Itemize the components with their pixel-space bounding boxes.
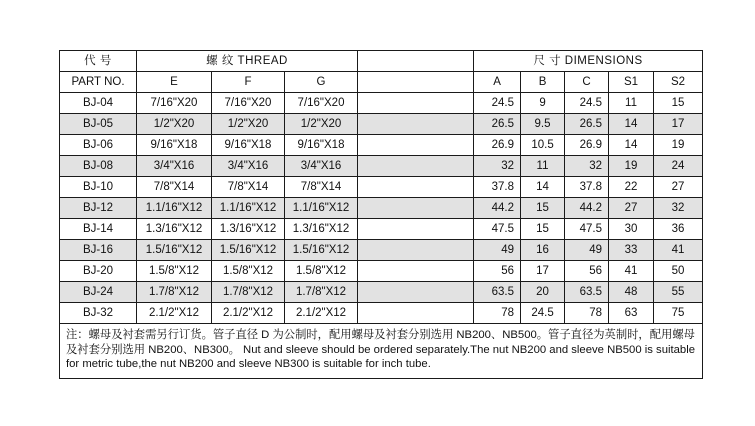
cell-dim-a: 63.5 (474, 282, 521, 303)
cell-thread-e: 9/16"X18 (137, 135, 212, 156)
cell-blank (358, 282, 474, 303)
cell-dim-b: 16 (521, 240, 565, 261)
cell-dim-s1: 22 (609, 177, 654, 198)
cell-thread-g: 2.1/2"X12 (285, 303, 358, 324)
cell-thread-g: 1.3/16"X12 (285, 219, 358, 240)
table-row (60, 156, 703, 177)
cell-thread-f: 1/2"X20 (212, 114, 285, 135)
cell-thread-g: 1.1/16"X12 (285, 198, 358, 219)
cell-dim-s2: 36 (654, 219, 703, 240)
note-row (60, 324, 703, 379)
cell-blank (358, 261, 474, 282)
cell-dim-b: 9.5 (521, 114, 565, 135)
header-dimensions: 尺 寸 DIMENSIONS (474, 51, 703, 72)
cell-thread-g: 1.7/8"X12 (285, 282, 358, 303)
cell-blank (358, 156, 474, 177)
cell-thread-e: 1.1/16"X12 (137, 198, 212, 219)
cell-thread-f: 1.1/16"X12 (212, 198, 285, 219)
cell-thread-f: 3/4"X16 (212, 156, 285, 177)
cell-thread-e: 1/2"X20 (137, 114, 212, 135)
cell-blank (358, 198, 474, 219)
cell-part-no: BJ-20 (60, 261, 137, 282)
cell-thread-e: 7/16"X20 (137, 93, 212, 114)
cell-dim-s2: 41 (654, 240, 703, 261)
header-col-s1: S1 (609, 72, 654, 93)
cell-dim-s1: 41 (609, 261, 654, 282)
cell-blank (358, 93, 474, 114)
cell-blank (358, 240, 474, 261)
table-row (60, 219, 703, 240)
cell-dim-s2: 17 (654, 114, 703, 135)
header-col-a: A (474, 72, 521, 93)
cell-dim-a: 26.5 (474, 114, 521, 135)
cell-thread-g: 7/16"X20 (285, 93, 358, 114)
header-col-s2: S2 (654, 72, 703, 93)
header-col-b: B (521, 72, 565, 93)
cell-dim-a: 32 (474, 156, 521, 177)
cell-thread-g: 1.5/16"X12 (285, 240, 358, 261)
cell-thread-f: 1.5/16"X12 (212, 240, 285, 261)
table-row (60, 303, 703, 324)
cell-blank (358, 177, 474, 198)
ordering-note: 注：螺母及衬套需另行订货。管子直径 D 为公制时，配用螺母及衬套分别选用 NB200、NB500。管子直径为英制时，配用螺母及衬套分别选用 NB200、NB300。 Nut and sleeve should be ordered separately.The nut NB200 and sleeve NB500 is suitable for metric tube,the nut NB200 and sleeve NB300 is suitable for inch tube. (60, 324, 703, 379)
cell-part-no: BJ-06 (60, 135, 137, 156)
cell-blank (358, 303, 474, 324)
cell-dim-c: 47.5 (565, 219, 609, 240)
cell-dim-s1: 30 (609, 219, 654, 240)
header-col-f: F (212, 72, 285, 93)
cell-blank (358, 219, 474, 240)
header-daihao: 代 号 (60, 51, 137, 72)
cell-thread-g: 3/4"X16 (285, 156, 358, 177)
cell-thread-e: 7/8"X14 (137, 177, 212, 198)
cell-thread-f: 2.1/2"X12 (212, 303, 285, 324)
cell-thread-f: 7/16"X20 (212, 93, 285, 114)
cell-dim-c: 49 (565, 240, 609, 261)
cell-part-no: BJ-12 (60, 198, 137, 219)
cell-thread-e: 3/4"X16 (137, 156, 212, 177)
cell-part-no: BJ-10 (60, 177, 137, 198)
table-row (60, 282, 703, 303)
header-row-sub (60, 72, 703, 93)
cell-dim-s1: 27 (609, 198, 654, 219)
cell-dim-s2: 27 (654, 177, 703, 198)
cell-dim-a: 47.5 (474, 219, 521, 240)
header-blank-cell (358, 72, 474, 93)
cell-dim-a: 37.8 (474, 177, 521, 198)
spec-table (59, 50, 703, 379)
header-col-g: G (285, 72, 358, 93)
cell-dim-a: 26.9 (474, 135, 521, 156)
cell-thread-g: 1/2"X20 (285, 114, 358, 135)
cell-part-no: BJ-16 (60, 240, 137, 261)
cell-thread-e: 2.1/2"X12 (137, 303, 212, 324)
cell-part-no: BJ-14 (60, 219, 137, 240)
cell-thread-g: 9/16"X18 (285, 135, 358, 156)
cell-thread-e: 1.3/16"X12 (137, 219, 212, 240)
cell-part-no: BJ-32 (60, 303, 137, 324)
cell-dim-s2: 32 (654, 198, 703, 219)
table-row (60, 135, 703, 156)
table-row (60, 198, 703, 219)
cell-dim-s2: 75 (654, 303, 703, 324)
cell-dim-a: 24.5 (474, 93, 521, 114)
table-row (60, 93, 703, 114)
cell-dim-a: 49 (474, 240, 521, 261)
cell-dim-s2: 55 (654, 282, 703, 303)
cell-dim-s1: 19 (609, 156, 654, 177)
cell-dim-s2: 24 (654, 156, 703, 177)
cell-dim-c: 37.8 (565, 177, 609, 198)
cell-dim-c: 56 (565, 261, 609, 282)
cell-thread-g: 7/8"X14 (285, 177, 358, 198)
table-row (60, 114, 703, 135)
cell-blank (358, 114, 474, 135)
cell-dim-s1: 48 (609, 282, 654, 303)
cell-dim-c: 78 (565, 303, 609, 324)
cell-dim-a: 44.2 (474, 198, 521, 219)
cell-dim-b: 17 (521, 261, 565, 282)
cell-dim-s1: 14 (609, 135, 654, 156)
cell-dim-b: 20 (521, 282, 565, 303)
cell-thread-g: 1.5/8"X12 (285, 261, 358, 282)
cell-dim-s1: 63 (609, 303, 654, 324)
cell-dim-a: 78 (474, 303, 521, 324)
cell-thread-e: 1.7/8"X12 (137, 282, 212, 303)
header-col-c: C (565, 72, 609, 93)
cell-dim-b: 15 (521, 219, 565, 240)
cell-thread-f: 1.3/16"X12 (212, 219, 285, 240)
cell-thread-f: 9/16"X18 (212, 135, 285, 156)
cell-dim-s1: 11 (609, 93, 654, 114)
cell-thread-f: 1.7/8"X12 (212, 282, 285, 303)
cell-dim-b: 9 (521, 93, 565, 114)
cell-dim-c: 24.5 (565, 93, 609, 114)
cell-dim-b: 10.5 (521, 135, 565, 156)
header-blank-cell (358, 51, 474, 72)
cell-blank (358, 135, 474, 156)
header-row-top (60, 51, 703, 72)
cell-dim-c: 32 (565, 156, 609, 177)
cell-dim-b: 24.5 (521, 303, 565, 324)
header-part-no: PART NO. (60, 72, 137, 93)
cell-dim-b: 14 (521, 177, 565, 198)
header-thread: 螺 纹 THREAD (137, 51, 358, 72)
cell-part-no: BJ-04 (60, 93, 137, 114)
cell-part-no: BJ-08 (60, 156, 137, 177)
cell-dim-c: 63.5 (565, 282, 609, 303)
cell-dim-c: 26.9 (565, 135, 609, 156)
cell-dim-c: 26.5 (565, 114, 609, 135)
cell-thread-f: 1.5/8"X12 (212, 261, 285, 282)
cell-dim-s2: 15 (654, 93, 703, 114)
cell-dim-s1: 33 (609, 240, 654, 261)
cell-dim-c: 44.2 (565, 198, 609, 219)
table-row (60, 177, 703, 198)
cell-dim-s1: 14 (609, 114, 654, 135)
table-row (60, 261, 703, 282)
cell-dim-b: 11 (521, 156, 565, 177)
cell-part-no: BJ-24 (60, 282, 137, 303)
cell-thread-e: 1.5/16"X12 (137, 240, 212, 261)
header-col-e: E (137, 72, 212, 93)
cell-dim-b: 15 (521, 198, 565, 219)
cell-part-no: BJ-05 (60, 114, 137, 135)
cell-dim-s2: 50 (654, 261, 703, 282)
cell-dim-a: 56 (474, 261, 521, 282)
cell-dim-s2: 19 (654, 135, 703, 156)
cell-thread-f: 7/8"X14 (212, 177, 285, 198)
table-row (60, 240, 703, 261)
cell-thread-e: 1.5/8"X12 (137, 261, 212, 282)
